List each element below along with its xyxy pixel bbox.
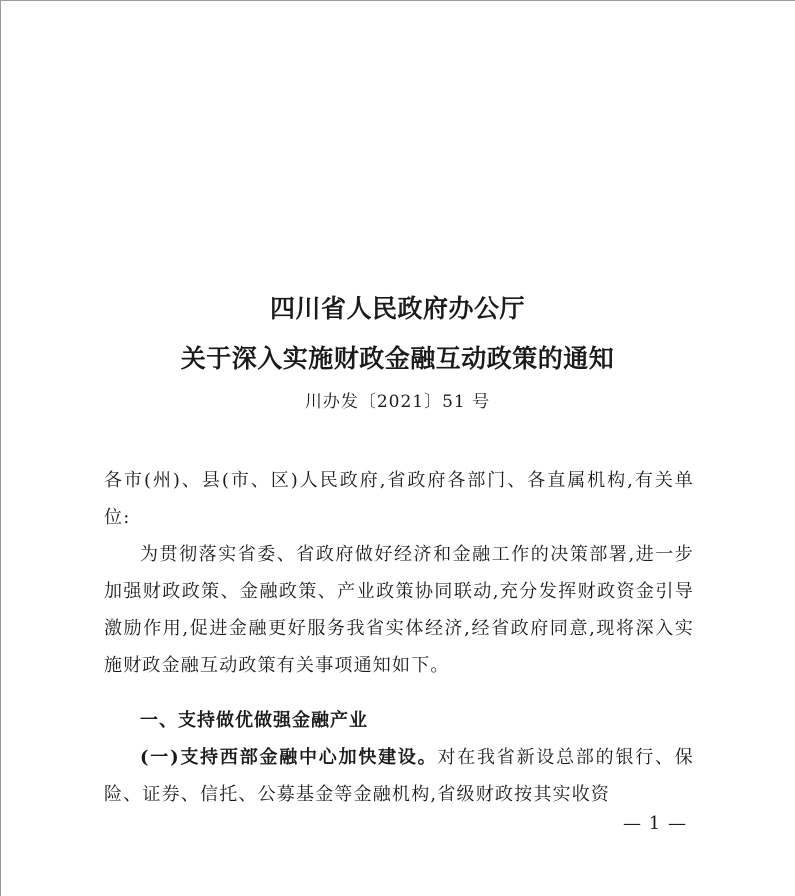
- paragraph-section-1-item-1-text: 对在我省新设总部的银行、保险、证券、信托、公募基金等金融机构,省级财政按其实收资: [104, 747, 694, 805]
- paragraph-section-1-item-1: [104, 739, 694, 813]
- page-left-border: [0, 0, 1, 896]
- salutation: 各市(州)、县(市、区)人民政府,省政府各部门、各直属机构,有关单位:: [104, 470, 694, 528]
- document-title-line-1: 四川省人民政府办公厅: [269, 294, 525, 323]
- document-title-line-2: 关于深入实施财政金融互动政策的通知: [180, 344, 615, 373]
- section-heading-1: 一、支持做优做强金融产业: [140, 710, 368, 731]
- sub-heading-1: (一)支持西部金融中心加快建设。: [140, 747, 438, 768]
- document-number: 川办发〔2021〕51 号: [304, 392, 491, 412]
- paragraph-intro: 为贯彻落实省委、省政府做好经济和金融工作的决策部署,进一步加强财政政策、金融政策、产业政策协同联动,充分发挥财政资金引导激励作用,促进金融更好服务我省实体经济,经省政府同意,现将深入实施财政金融互动政策有关事项通知如下。: [104, 544, 694, 676]
- page-number: — 1 —: [623, 813, 687, 834]
- page-top-border: [0, 0, 795, 1]
